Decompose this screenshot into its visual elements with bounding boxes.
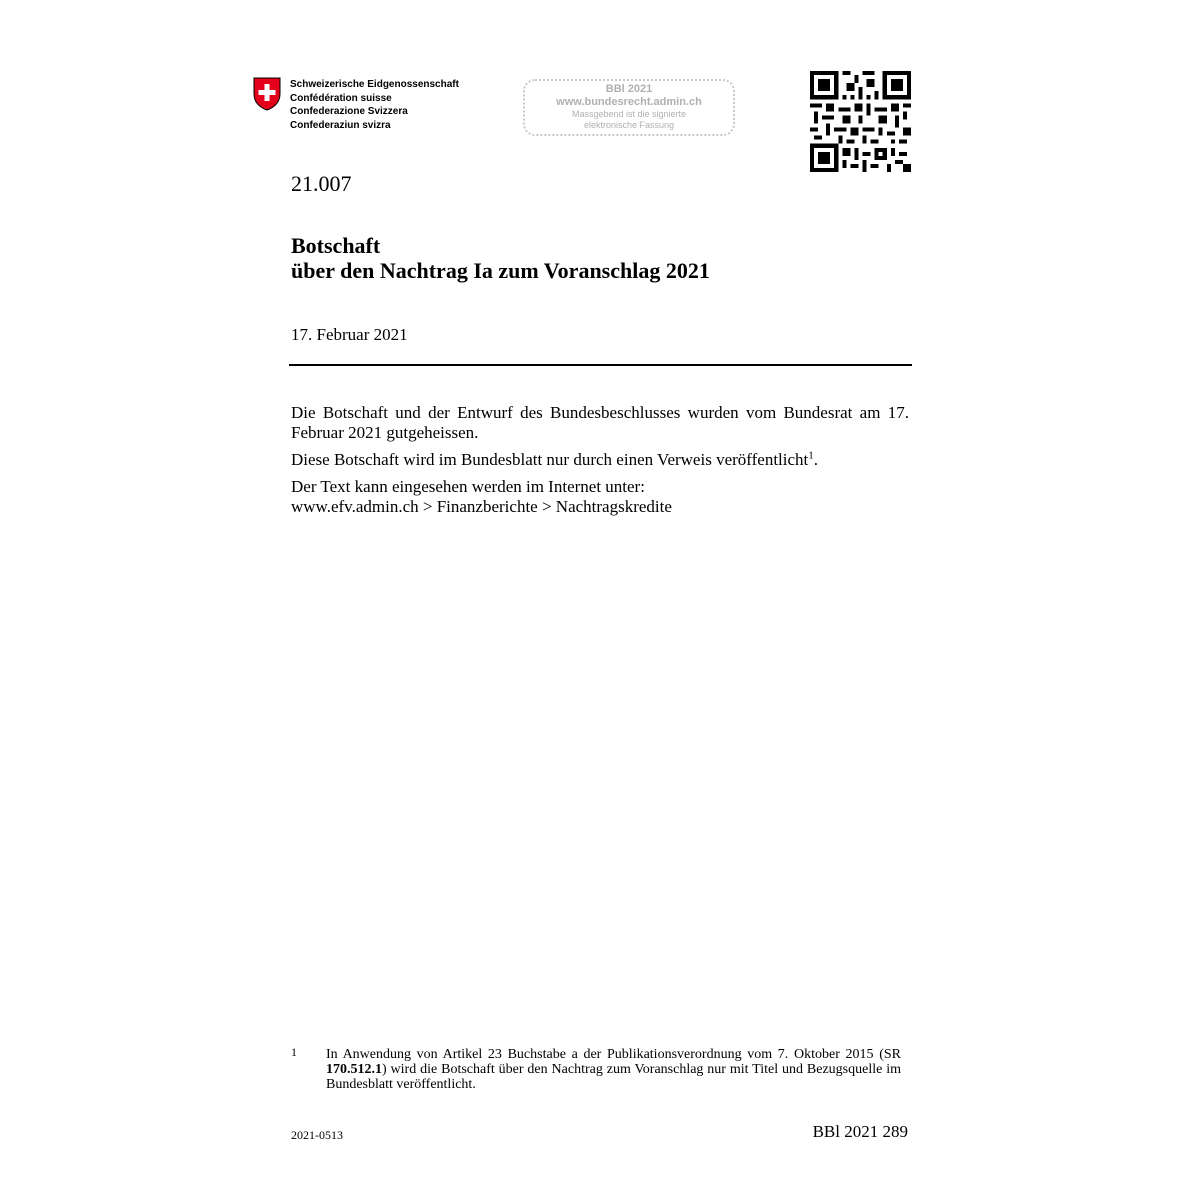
footer-doc-id: 2021-0513 <box>291 1128 343 1142</box>
paragraph-approval: Die Botschaft und der Entwurf des Bundesbeschlusses wurden vom Bundesrat am 17. Februar 2021 gutgeheissen. <box>291 403 909 442</box>
paragraph-internet <box>291 477 909 517</box>
footnote-sr-number: 170.512.1 <box>326 1062 382 1077</box>
paragraph-publication-end: . <box>813 450 819 469</box>
header-divider <box>289 364 912 366</box>
stamp-line-1: BBl 2021 <box>605 83 653 95</box>
stamp-line-4: elektronische Fassung <box>583 120 675 130</box>
federal-logo <box>252 76 512 136</box>
logo-text <box>290 78 459 132</box>
stamp-line-2: www.bundesrecht.admin.ch <box>556 96 702 108</box>
title-line-1: Botschaft <box>291 233 381 258</box>
logo-line-3: Confederazione Svizzera <box>290 106 408 117</box>
stamp-line-3: Massgebend ist die signierte <box>571 109 687 119</box>
publication-stamp <box>523 79 735 136</box>
logo-line-4: Confederaziun svizra <box>290 119 391 131</box>
document-date: 17. Februar 2021 <box>291 325 408 344</box>
logo-line-1: Schweizerische Eidgenossenschaft <box>290 79 459 90</box>
footer-reference: BBl 2021 289 <box>812 1122 908 1141</box>
document-number: 21.007 <box>291 171 352 196</box>
footnote-text-after: ) wird die Botschaft über den Nachtrag zum Voranschlag nur mit Titel und Bezugsquelle im Bundesblatt veröffentlicht. <box>326 1062 901 1092</box>
logo-line-2: Confédération suisse <box>290 92 392 104</box>
footnote-text-before: In Anwendung von Artikel 23 Buchstabe a der Publikationsverordnung vom 7. Oktober 2015 (SR <box>326 1047 901 1062</box>
title-line-2: über den Nachtrag Ia zum Voranschlag 2021 <box>291 258 710 283</box>
paragraph-publication <box>291 450 909 470</box>
qr-code-icon <box>810 71 911 172</box>
swiss-coat-of-arms-icon <box>252 76 282 112</box>
body-text <box>291 403 909 524</box>
document-title <box>291 233 710 283</box>
footnote-number: 1 <box>291 1045 297 1059</box>
internet-path: www.efv.admin.ch > Finanzberichte > Nachtragskredite <box>291 497 672 516</box>
footnote-text <box>326 1047 901 1092</box>
footnote-reference[interactable]: 1 <box>808 449 814 462</box>
paragraph-publication-text: Diese Botschaft wird im Bundesblatt nur durch einen Verweis veröffentlicht <box>291 450 809 469</box>
internet-intro: Der Text kann eingesehen werden im Internet unter: <box>291 477 645 496</box>
